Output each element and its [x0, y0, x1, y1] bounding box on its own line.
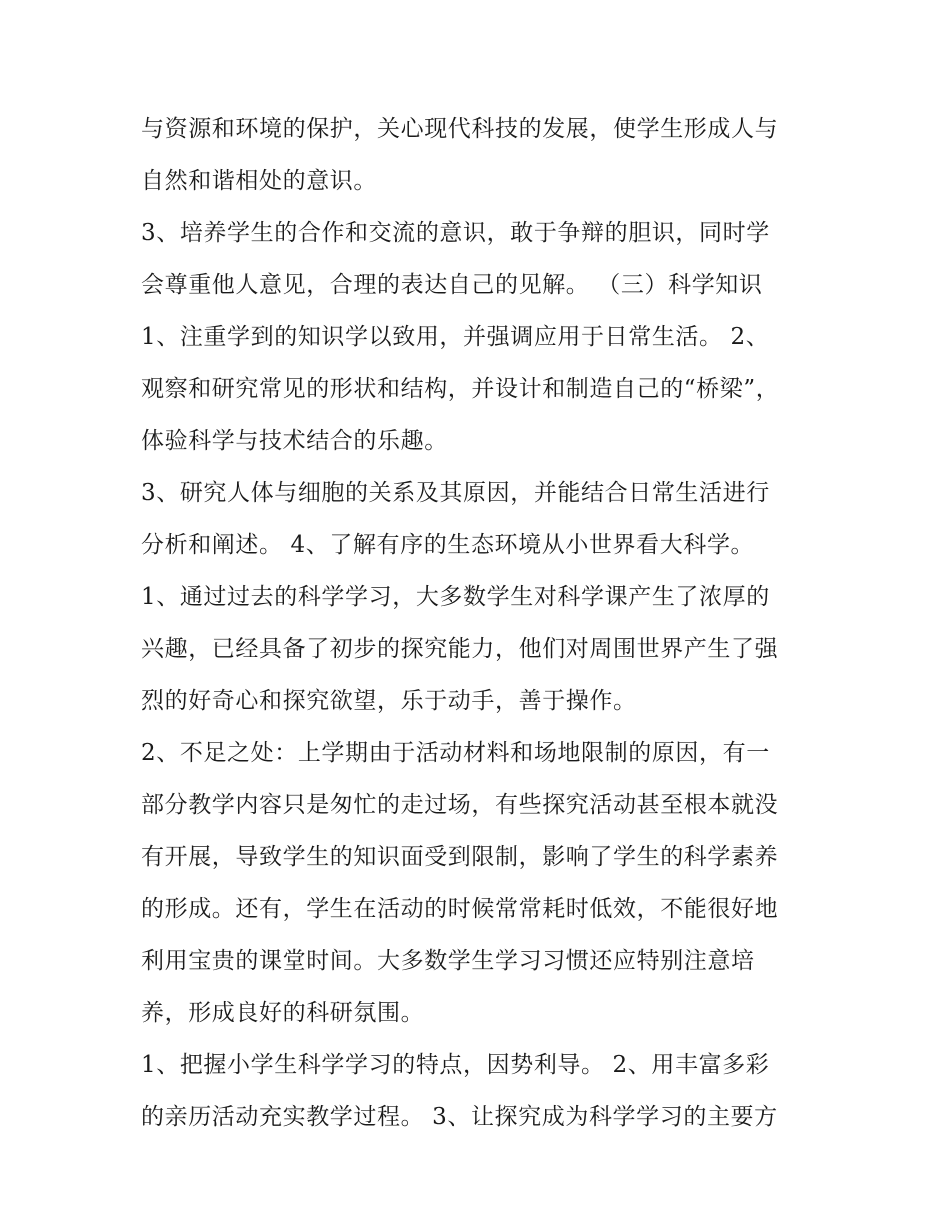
text-line: 分析和阐述。 4、了解有序的生态环境从小世界看大科学。: [141, 532, 755, 558]
text-line: 观察和研究常见的形状和结构，并设计和制造自己的“桥梁”，: [141, 376, 780, 402]
text-line: 2、不足之处：上学期由于活动材料和场地限制的原因，有一: [141, 740, 770, 766]
text-line: 养，形成良好的科研氛围。: [141, 1000, 425, 1026]
text-line: 1、把握小学生科学学习的特点，因势利导。 2、用丰富多彩: [141, 1052, 770, 1078]
document-body: [141, 103, 821, 1143]
text-line: 的形成。还有，学生在活动的时候常常耗时低效，不能很好地: [141, 896, 779, 922]
text-line: 部分教学内容只是匆忙的走过场，有些探究活动甚至根本就没: [141, 792, 779, 818]
text-line: 的亲历活动充实教学过程。 3、让探究成为科学学习的主要方: [141, 1104, 778, 1130]
text-line: 与资源和环境的保护，关心现代科技的发展，使学生形成人与: [141, 116, 779, 142]
text-line: 3、培养学生的合作和交流的意识，敢于争辩的胆识，同时学: [141, 220, 770, 246]
text-line: 自然和谐相处的意识。: [141, 168, 377, 194]
text-line: 1、注重学到的知识学以致用，并强调应用于日常生活。 2、: [141, 324, 770, 350]
text-line: 有开展，导致学生的知识面受到限制，影响了学生的科学素养: [141, 844, 779, 870]
text-line: 体验科学与技术结合的乐趣。: [141, 428, 448, 454]
text-line: 兴趣，已经具备了初步的探究能力，他们对周围世界产生了强: [141, 636, 779, 662]
text-line: 1、通过过去的科学学习，大多数学生对科学课产生了浓厚的: [141, 584, 770, 610]
text-line: 3、研究人体与细胞的关系及其原因，并能结合日常生活进行: [141, 480, 770, 506]
text-line: 烈的好奇心和探究欲望，乐于动手，善于操作。: [141, 688, 637, 714]
text-line: 会尊重他人意见，合理的表达自己的见解。 （三）科学知识: [141, 272, 763, 298]
text-line: 利用宝贵的课堂时间。大多数学生学习习惯还应特别注意培: [141, 948, 755, 974]
